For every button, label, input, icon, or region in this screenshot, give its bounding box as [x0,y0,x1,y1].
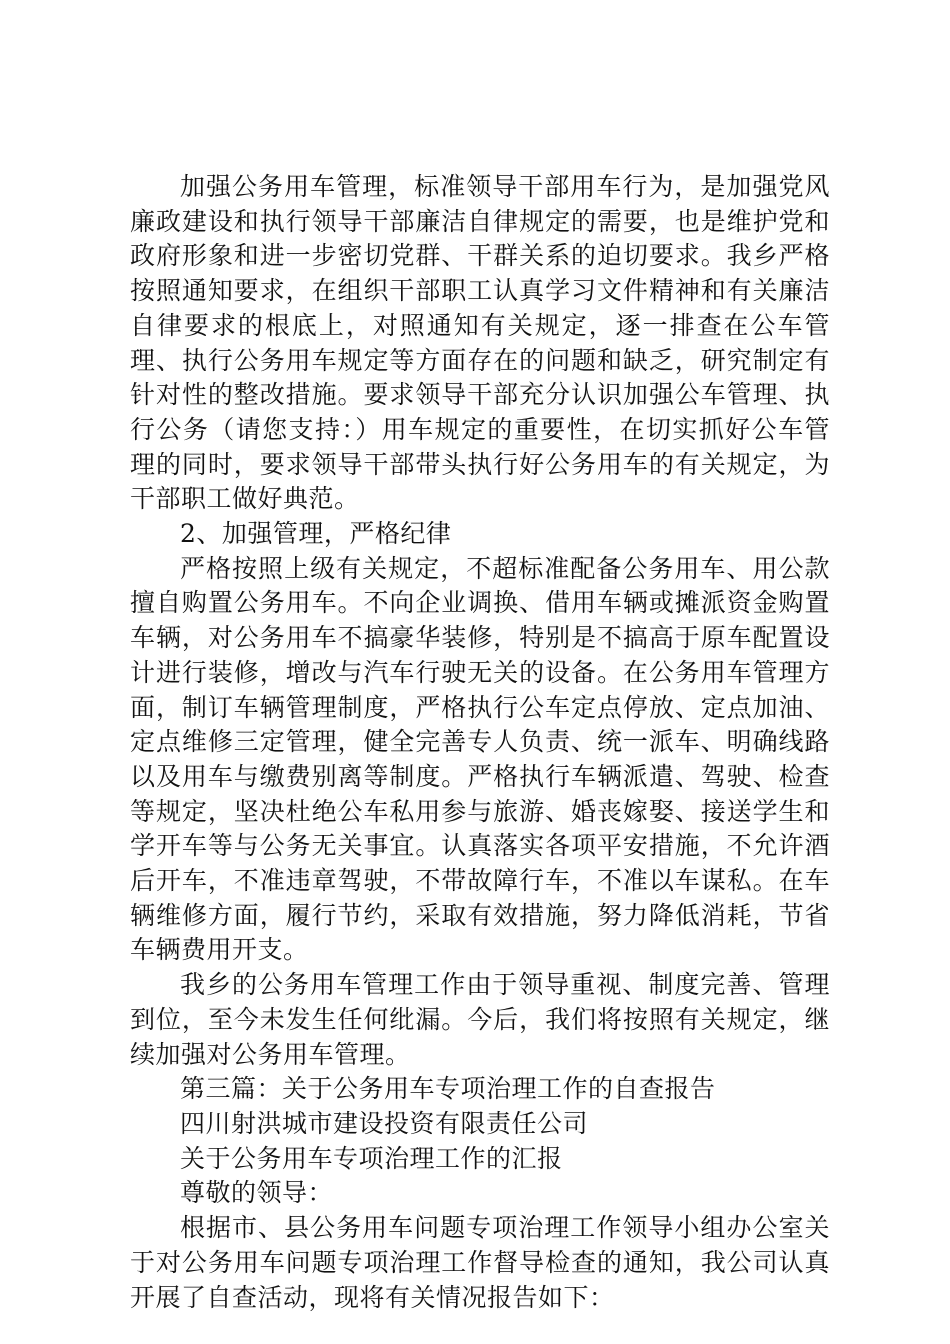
company-name: 四川射洪城市建设投资有限责任公司 [180,1108,589,1138]
document-body [130,170,830,1315]
paragraph-report-opening: 根据市、县公务用车问题专项治理工作领导小组办公室关于对公务用车问题专项治理工作督导检查的通知，我公司认真开展了自查活动，现将有关情况报告如下： [130,1213,830,1312]
salutation: 尊敬的领导： [180,1178,334,1208]
paragraph-conclusion: 我乡的公务用车管理工作由于领导重视、制度完善、管理到位，至今未发生任何纰漏。今后，我们将按照有关规定，继续加强对公务用车管理。 [130,970,830,1069]
chapter-title-third: 第三篇：关于公务用车专项治理工作的自查报告 [180,1074,716,1104]
section-heading-management-discipline: 2、加强管理，严格纪律 [180,519,452,549]
paragraph-regulations: 严格按照上级有关规定，不超标准配备公务用车、用公款擅自购置公务用车。不向企业调换、借用车辆或摊派资金购置车辆，对公务用车不搞豪华装修，特别是不搞高于原车配置设计进行装修，增改与汽车行驶无关的设备。在公务用车管理方面，制订车辆管理制度，严格执行公车定点停放、定点加油、定点维修三定管理，健全完善专人负责、统一派车、明确线路以及用车与缴费别离等制度。严格执行车辆派遣、驾驶、检查等规定，坚决杜绝公车私用参与旅游、婚丧嫁娶、接送学生和学开车等与公务无关事宜。认真落实各项平安措施，不允许酒后开车，不准违章驾驶，不带故障行车，不准以车谋私。在车辆维修方面，履行节约，采取有效措施，努力降低消耗，节省车辆费用开支。 [130,553,830,965]
paragraph-car-management-intro: 加强公务用车管理，标准领导干部用车行为，是加强党风廉政建设和执行领导干部廉洁自律规定的需要，也是维护党和政府形象和进一步密切党群、干群关系的迫切要求。我乡严格按照通知要求，在组织干部职工认真学习文件精神和有关廉洁自律要求的根底上，对照通知有关规定，逐一排查在公车管理、执行公务用车规定等方面存在的问题和缺乏，研究制定有针对性的整改措施。要求领导干部充分认识加强公车管理、执行公务（请您支持：）用车规定的重要性，在切实抓好公车管理的同时，要求领导干部带头执行好公务用车的有关规定，为干部职工做好典范。 [130,172,830,514]
report-title: 关于公务用车专项治理工作的汇报 [180,1143,563,1173]
